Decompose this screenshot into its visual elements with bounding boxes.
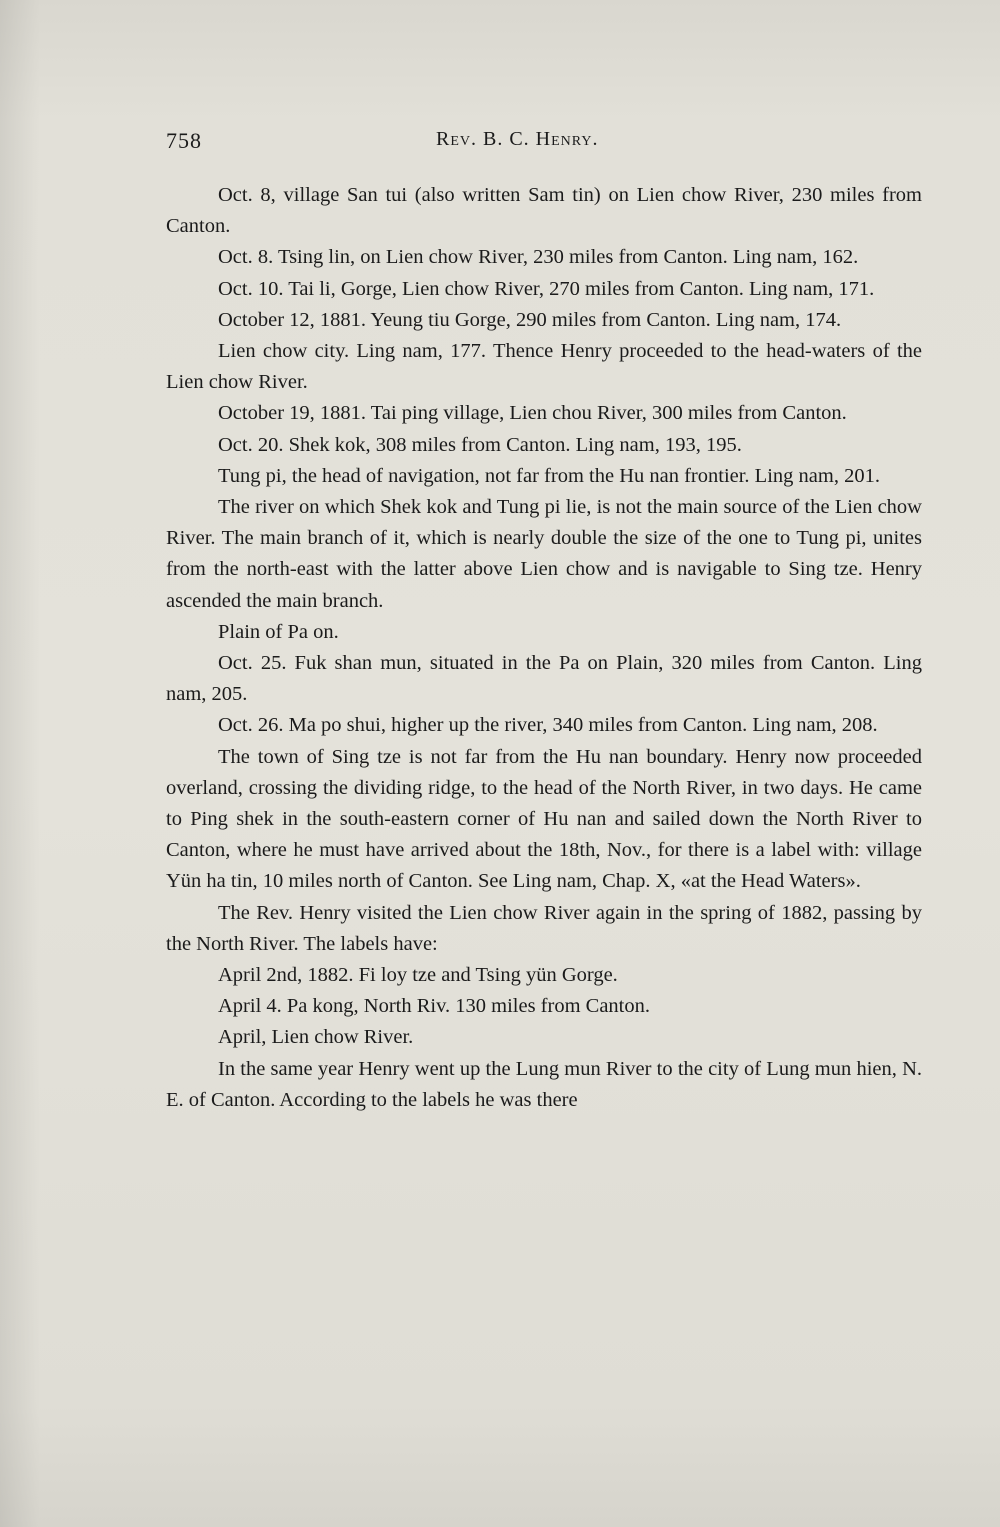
page-body bbox=[166, 180, 922, 1116]
paragraph-12: Oct. 26. Ma po shui, higher up the river, 340 miles from Canton. Ling nam, 208. bbox=[218, 714, 878, 737]
paragraph-18: In the same year Henry went up the Lung mun River to the city of Lung mun hien, N. E. of Canton. According to the labels he was there bbox=[166, 1057, 922, 1111]
running-head: Rev. B. C. Henry. bbox=[436, 128, 599, 150]
paragraph-15: April 2nd, 1882. Fi loy tze and Tsing yün Gorge. bbox=[218, 964, 618, 987]
paragraph-5: Lien chow city. Ling nam, 177. Thence Henry proceeded to the head-waters of the Lien chow River. bbox=[166, 340, 922, 394]
paragraph-7: Oct. 20. Shek kok, 308 miles from Canton. Ling nam, 193, 195. bbox=[218, 433, 742, 456]
paragraph-13: The town of Sing tze is not far from the Hu nan boundary. Henry now proceeded overland, crossing the dividing ridge, to the head of the North River, in two days. He came to Ping shek in the south-eastern corner of Hu nan and sailed down the North River to Canton, where he must have arrived about the 18th, Nov., for there is a label with: village Yün ha tin, 10 miles north of Canton. See Ling nam, Chap. X, «at the Head Waters». bbox=[166, 745, 922, 893]
paragraph-16: April 4. Pa kong, North Riv. 130 miles from Canton. bbox=[218, 995, 650, 1018]
paragraph-10: Plain of Pa on. bbox=[218, 620, 339, 643]
paragraph-1: Oct. 8, village San tui (also written Sam tin) on Lien chow River, 230 miles from Canton. bbox=[166, 184, 922, 238]
paragraph-3: Oct. 10. Tai li, Gorge, Lien chow River, 270 miles from Canton. Ling nam, 171. bbox=[218, 277, 875, 300]
paragraph-6: October 19, 1881. Tai ping village, Lien chou River, 300 miles from Canton. bbox=[218, 402, 847, 425]
paragraph-17: April, Lien chow River. bbox=[218, 1026, 414, 1049]
page-number: 758 bbox=[166, 128, 202, 153]
paragraph-8: Tung pi, the head of navigation, not far from the Hu nan frontier. Ling nam, 201. bbox=[218, 464, 880, 487]
paragraph-11: Oct. 25. Fuk shan mun, situated in the Pa on Plain, 320 miles from Canton. Ling nam, 205. bbox=[166, 652, 922, 706]
paragraph-2: Oct. 8. Tsing lin, on Lien chow River, 230 miles from Canton. Ling nam, 162. bbox=[218, 246, 859, 269]
paragraph-4: October 12, 1881. Yeung tiu Gorge, 290 miles from Canton. Ling nam, 174. bbox=[218, 308, 842, 331]
paragraph-9: The river on which Shek kok and Tung pi lie, is not the main source of the Lien chow River. The main branch of it, which is nearly double the size of the one to Tung pi, unites from the north-east with the latter above Lien chow and is navigable to Sing tze. Henry ascended the main branch. bbox=[166, 496, 922, 612]
paragraph-14: The Rev. Henry visited the Lien chow River again in the spring of 1882, passing by the North River. The labels have: bbox=[166, 901, 922, 955]
page-header bbox=[166, 128, 922, 160]
